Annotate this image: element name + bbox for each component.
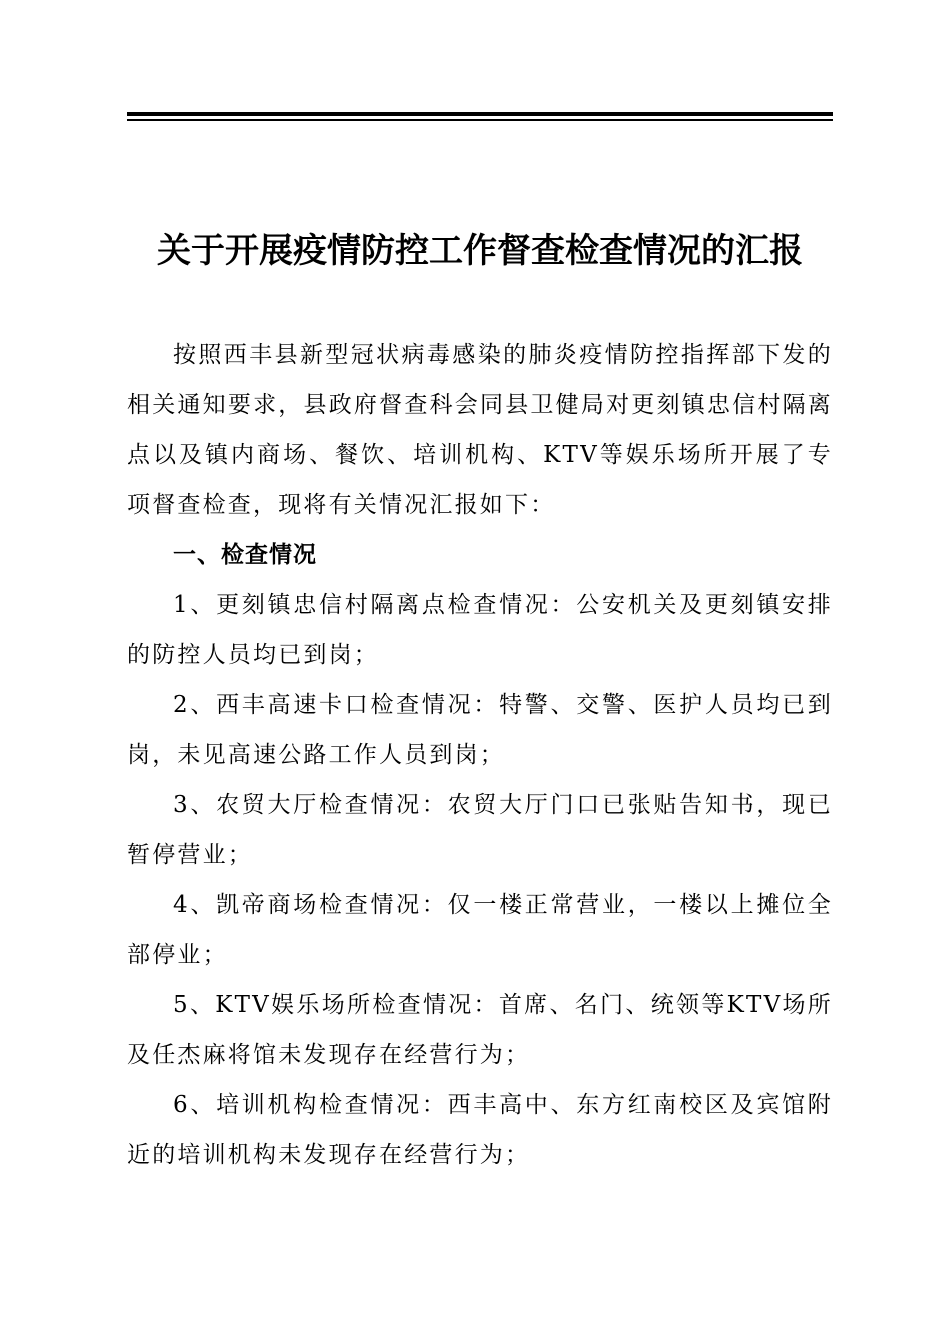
list-item: 3、农贸大厅检查情况：农贸大厅门口已张贴告知书，现已暂停营业； <box>127 792 833 868</box>
header-rule-thick <box>127 112 833 116</box>
list-item: 6、培训机构检查情况：西丰高中、东方红南校区及宾馆附近的培训机构未发现存在经营行为； <box>127 1092 833 1168</box>
document-body <box>127 330 833 1180</box>
section-heading: 一、检查情况 <box>173 542 317 568</box>
document-title: 关于开展疫情防控工作督查检查情况的汇报 <box>157 231 803 271</box>
list-item: 5、KTV娱乐场所检查情况：首席、名门、统领等KTV场所及任杰麻将馆未发现存在经营行为； <box>127 992 833 1068</box>
list-item: 1、更刻镇忠信村隔离点检查情况：公安机关及更刻镇安排的防控人员均已到岗； <box>127 592 833 668</box>
header-rule-thin <box>127 119 833 121</box>
list-item: 4、凯帝商场检查情况：仅一楼正常营业，一楼以上摊位全部停业； <box>127 892 833 968</box>
intro-paragraph: 按照西丰县新型冠状病毒感染的肺炎疫情防控指挥部下发的相关通知要求，县政府督查科会同县卫健局对更刻镇忠信村隔离点以及镇内商场、餐饮、培训机构、KTV等娱乐场所开展了专项督查检查，现将有关情况汇报如下： <box>127 342 833 518</box>
list-item: 2、西丰高速卡口检查情况：特警、交警、医护人员均已到岗，未见高速公路工作人员到岗； <box>127 692 833 768</box>
